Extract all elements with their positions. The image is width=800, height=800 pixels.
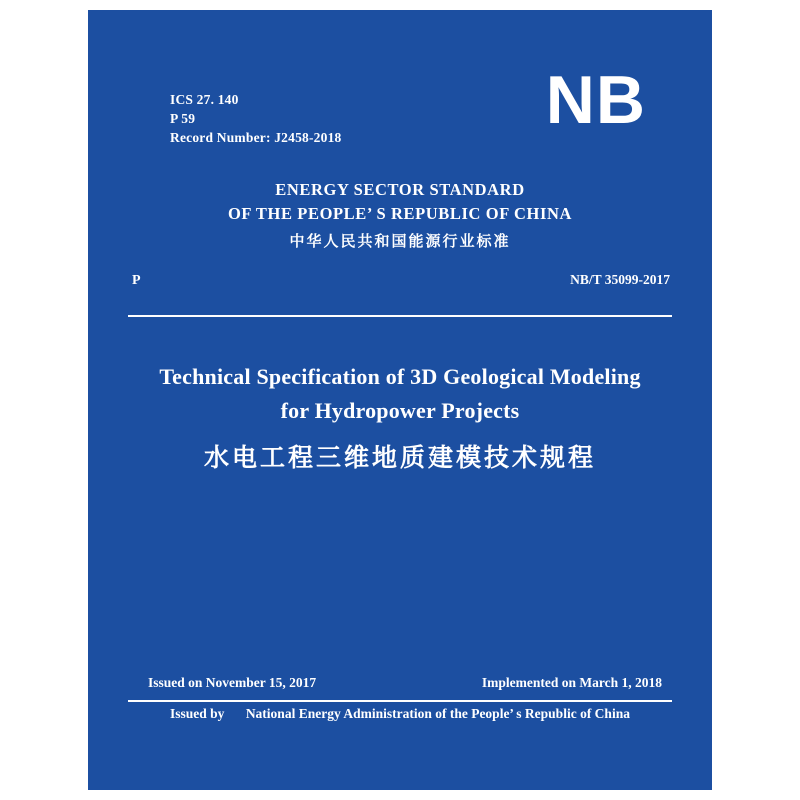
record-number: Record Number: J2458-2018 xyxy=(170,130,342,145)
title-chinese: 水电工程三维地质建模技术规程 xyxy=(203,443,596,472)
issued-by-label: Issued by xyxy=(170,706,225,721)
ics-info-block xyxy=(170,90,341,147)
title-english-line2: for Hydropower Projects xyxy=(280,398,520,423)
divider-top xyxy=(128,315,672,317)
divider-bottom xyxy=(128,700,672,702)
standard-number: NB/T 35099-2017 xyxy=(570,272,670,287)
implemented-on-date: Implemented on March 1, 2018 xyxy=(481,675,662,690)
standard-cover-page xyxy=(88,10,712,790)
issued-on-date: Issued on November 15, 2017 xyxy=(148,675,317,690)
standard-body-english-line2: OF THE PEOPLE’ S REPUBLIC OF CHINA xyxy=(227,204,573,223)
classification-number: P 59 xyxy=(170,111,196,126)
issued-by-organization: National Energy Administration of the People’ s Republic of China xyxy=(245,706,630,721)
standard-body-english-line1: ENERGY SECTOR STANDARD xyxy=(275,180,525,199)
ics-number: ICS 27. 140 xyxy=(170,92,239,107)
document-title xyxy=(88,360,712,478)
date-row xyxy=(148,675,662,691)
code-row xyxy=(128,272,672,289)
issuer-row xyxy=(88,706,712,722)
standard-body-titles xyxy=(88,178,712,254)
classification-code: P xyxy=(132,273,141,288)
nb-logo: NB xyxy=(545,62,646,138)
standard-body-chinese: 中华人民共和国能源行业标准 xyxy=(289,232,511,250)
title-english-line1: Technical Specification of 3D Geological Modeling xyxy=(159,364,641,389)
